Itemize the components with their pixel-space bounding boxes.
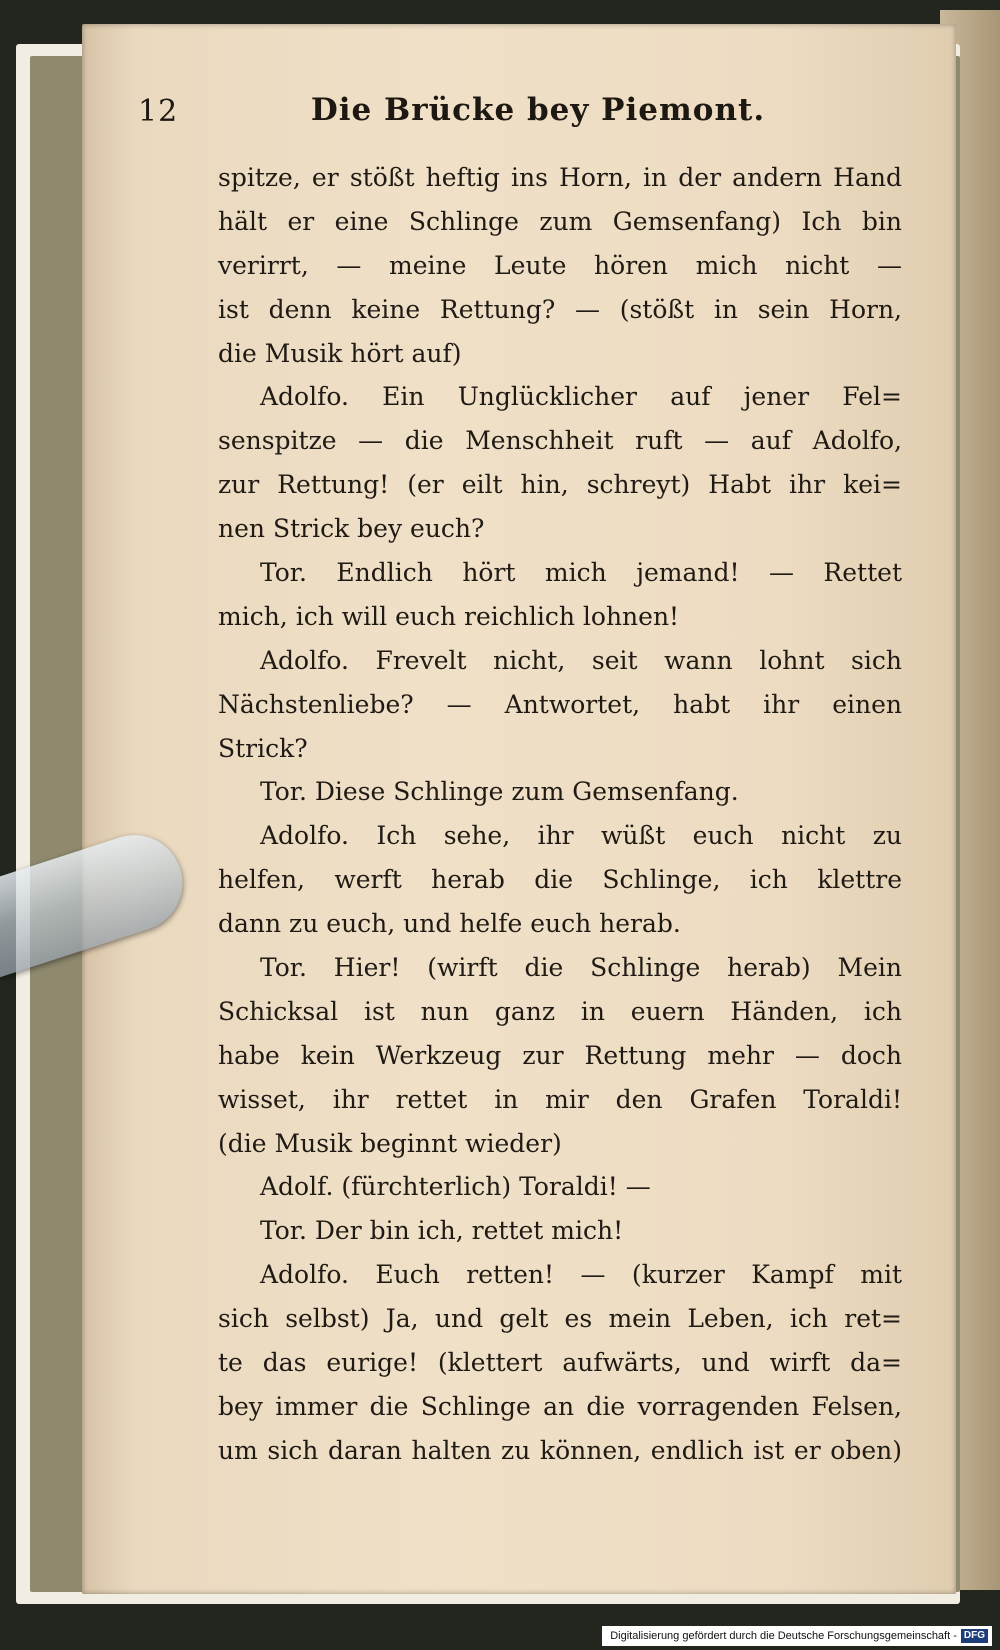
text-line: Adolfo. Frevelt nicht, seit wann lohnt sich xyxy=(260,645,902,675)
text-line: zur Rettung! (er eilt hin, schreyt) Habt ihr kei= xyxy=(218,470,902,500)
text-line: spitze, er stößt heftig ins Horn, in der andern Hand xyxy=(218,163,902,192)
text-line: wisset, ihr rettet in mir den Grafen Toraldi! xyxy=(218,1084,902,1114)
text-line: senspitze — die Menschheit ruft — auf Adolfo, xyxy=(218,426,902,456)
text-line: Tor. Diese Schlinge zum Gemsenfang. xyxy=(260,777,739,807)
text-line: mich, ich will euch reichlich lohnen! xyxy=(218,601,680,631)
text-line: um sich daran halten zu können, endlich ist er oben) xyxy=(218,1435,902,1465)
text-line: Nächstenliebe? — Antwortet, habt ihr einen xyxy=(218,689,902,719)
page-number: 12 xyxy=(138,94,179,129)
dfg-logo: DFG xyxy=(961,1629,988,1643)
text-line: Adolfo. Euch retten! — (kurzer Kampf mit xyxy=(260,1260,902,1290)
text-line: sich selbst) Ja, und gelt es mein Leben, ich ret= xyxy=(218,1304,902,1334)
credit-text: Digitalisierung gefördert durch die Deutsche Forschungsgemeinschaft - xyxy=(610,1630,957,1642)
text-line: habe kein Werkzeug zur Rettung mehr — doch xyxy=(218,1040,902,1070)
running-title: Die Brücke bey Piemont. xyxy=(310,92,766,128)
text-line: bey immer die Schlinge an die vorragenden Felsen, xyxy=(218,1391,902,1421)
text-line: Tor. Endlich hört mich jemand! — Rettet xyxy=(260,558,902,588)
text-line: Adolf. (fürchterlich) Toraldi! — xyxy=(260,1172,651,1202)
text-line: Tor. Der bin ich, rettet mich! xyxy=(260,1216,624,1246)
text-line: ist denn keine Rettung? — (stößt in sein Horn, xyxy=(218,294,902,324)
text-line: Adolfo. Ein Unglücklicher auf jener Fel= xyxy=(260,382,902,412)
text-line: nen Strick bey euch? xyxy=(218,514,485,544)
text-line: te das eurige! (klettert aufwärts, und wirft da= xyxy=(218,1348,902,1378)
text-line: (die Musik beginnt wieder) xyxy=(218,1128,562,1158)
text-line: Adolfo. Ich sehe, ihr wüßt euch nicht zu xyxy=(260,821,902,851)
text-line: Strick? xyxy=(218,733,308,763)
text-line: die Musik hört auf) xyxy=(218,338,462,368)
text-line: Schicksal ist nun ganz in euern Händen, ich xyxy=(218,996,902,1026)
digitization-credit xyxy=(602,1626,992,1646)
text-line: verirrt, — meine Leute hören mich nicht — xyxy=(218,250,902,280)
text-line: helfen, werft herab die Schlinge, ich klettre xyxy=(218,865,902,895)
running-head xyxy=(138,92,898,136)
text-line: dann zu euch, und helfe euch herab. xyxy=(218,909,681,939)
body-text xyxy=(218,156,902,1473)
text-line: Tor. Hier! (wirft die Schlinge herab) Mein xyxy=(260,953,902,983)
text-line: hält er eine Schlinge zum Gemsenfang) Ich bin xyxy=(218,206,902,236)
